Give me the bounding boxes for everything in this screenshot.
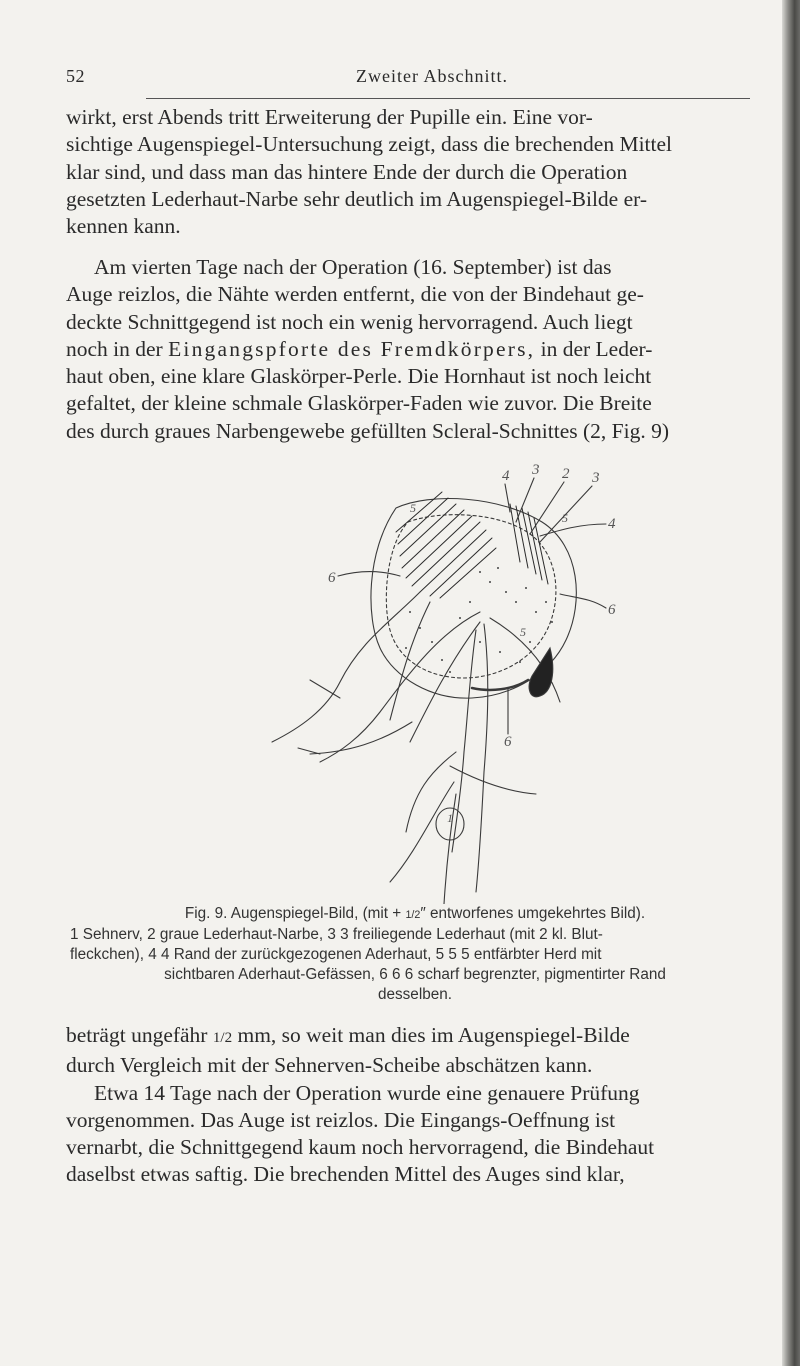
text-line: Auge reizlos, die Nähte werden entfernt, die von der Bindehaut ge- xyxy=(66,282,644,307)
figure-label: 5 xyxy=(562,511,568,525)
figure-label: 3 xyxy=(592,470,600,486)
paragraph-1 xyxy=(66,104,762,240)
caption-fraction: 1/2 xyxy=(405,909,421,921)
text-fragment: beträgt ungefähr xyxy=(66,1023,213,1047)
text-line: vernarbt, die Schnittgegend kaum noch hervorragend, die Bindehaut xyxy=(66,1135,655,1160)
leader-line xyxy=(540,524,606,536)
figure-label: 5 xyxy=(520,625,526,639)
text-line: gesetzten Lederhaut-Narbe sehr deutlich im Augenspiegel-Bilde er- xyxy=(66,186,648,211)
caption-line xyxy=(70,904,760,925)
text-line: kennen kann. xyxy=(66,214,181,239)
text-line: Etwa 14 Tage nach der Operation wurde eine genauere Prüfung xyxy=(94,1080,640,1105)
figure-label: 5 xyxy=(410,501,416,515)
vessel xyxy=(298,748,320,754)
figure-label: 4 xyxy=(608,516,616,532)
figure-label: 2 xyxy=(562,466,570,482)
scar-border xyxy=(386,515,556,678)
caption-text: Fig. 9. Augenspiegel-Bild, (mit + xyxy=(184,905,406,922)
header-rule xyxy=(146,98,750,99)
text-line: deckte Schnittgegend ist noch ein wenig hervorragend. Auch liegt xyxy=(66,309,633,334)
text-line: vorgenommen. Das Auge ist reizlos. Die Eingangs-Oeffnung ist xyxy=(66,1107,616,1132)
running-head: Zweiter Abschnitt. xyxy=(356,66,508,86)
figure-label: 4 xyxy=(502,468,510,484)
figure-label: 6 xyxy=(608,602,616,618)
text-line: sichtige Augenspiegel-Untersuchung zeigt, dass die brechenden Mittel xyxy=(66,132,673,157)
figure-label: 3 xyxy=(532,462,540,478)
vessel xyxy=(310,722,412,754)
figure-caption xyxy=(70,904,760,1005)
pigment-spot xyxy=(529,648,553,697)
text-line: durch Vergleich mit der Sehnerven-Scheibe abschätzen kann. xyxy=(66,1053,593,1078)
pigment-rim xyxy=(472,680,528,690)
vessel xyxy=(410,622,480,742)
caption-line: fleckchen), 4 4 Rand der zurückgezogenen Aderhaut, 5 5 5 entfärbter Herd mit xyxy=(70,946,602,963)
caption-line: sichtbaren Aderhaut-Gefässen, 6 6 6 scharf begrenzter, pigmentirter Rand xyxy=(164,966,666,983)
text-line: gefaltet, der kleine schmale Glaskörper-Faden wie zuvor. Die Breite xyxy=(66,391,652,416)
vessel xyxy=(272,592,420,742)
vessel xyxy=(476,624,488,892)
inline-fraction: 1/2 xyxy=(212,1030,233,1046)
text-line: haut oben, eine klare Glaskörper-Perle. Die Hornhaut ist noch leicht xyxy=(66,364,652,389)
paragraph-3 xyxy=(66,1022,762,1189)
caption-line: 1 Sehnerv, 2 graue Lederhaut-Narbe, 3 3 freiliegende Lederhaut (mit 2 kl. Blut- xyxy=(70,926,603,943)
caption-text: ″ entworfenes umgekehrtes Bild). xyxy=(420,905,646,922)
text-fragment: in der Leder- xyxy=(535,336,653,361)
text-line: Am vierten Tage nach der Operation (16. September) ist das xyxy=(94,255,612,279)
text-fragment: mm, so weit man dies im Augenspiegel-Bilde xyxy=(232,1023,630,1047)
text-line: wirkt, erst Abends tritt Erweiterung der Pupille ein. Eine vor- xyxy=(66,105,593,129)
hatched-pigment-area xyxy=(396,492,548,598)
leader-line xyxy=(338,572,400,577)
text-fragment: noch in der xyxy=(66,336,169,361)
fundus-drawing-fig-9 xyxy=(180,452,620,904)
paragraph-2 xyxy=(66,254,762,445)
text-line: des durch graues Narbengewebe gefüllten Scleral-Schnittes (2, Fig. 9) xyxy=(66,418,669,443)
book-page-edge xyxy=(782,0,800,1366)
vessel xyxy=(390,782,454,882)
page-header xyxy=(66,66,756,90)
caption-line: desselben. xyxy=(378,986,452,1003)
figure-label: 6 xyxy=(504,734,512,750)
text-line xyxy=(66,336,762,363)
text-line: klar sind, und dass man das hintere Ende der durch die Operation xyxy=(66,159,628,184)
vessel xyxy=(452,630,476,852)
leader-line xyxy=(530,482,564,534)
emphasized-text: Eingangspforte des Fremdkörpers, xyxy=(168,336,536,361)
stippled-area xyxy=(405,567,553,673)
figure-label: 1 xyxy=(447,811,453,825)
figure-label: 6 xyxy=(328,570,336,586)
vessel xyxy=(320,612,480,762)
text-line xyxy=(66,1022,762,1052)
leader-line xyxy=(560,594,606,608)
text-line: daselbst etwas saftig. Die brechenden Mittel des Auges sind klar, xyxy=(66,1162,625,1187)
leader-line xyxy=(516,478,534,522)
page-number: 52 xyxy=(66,66,85,86)
